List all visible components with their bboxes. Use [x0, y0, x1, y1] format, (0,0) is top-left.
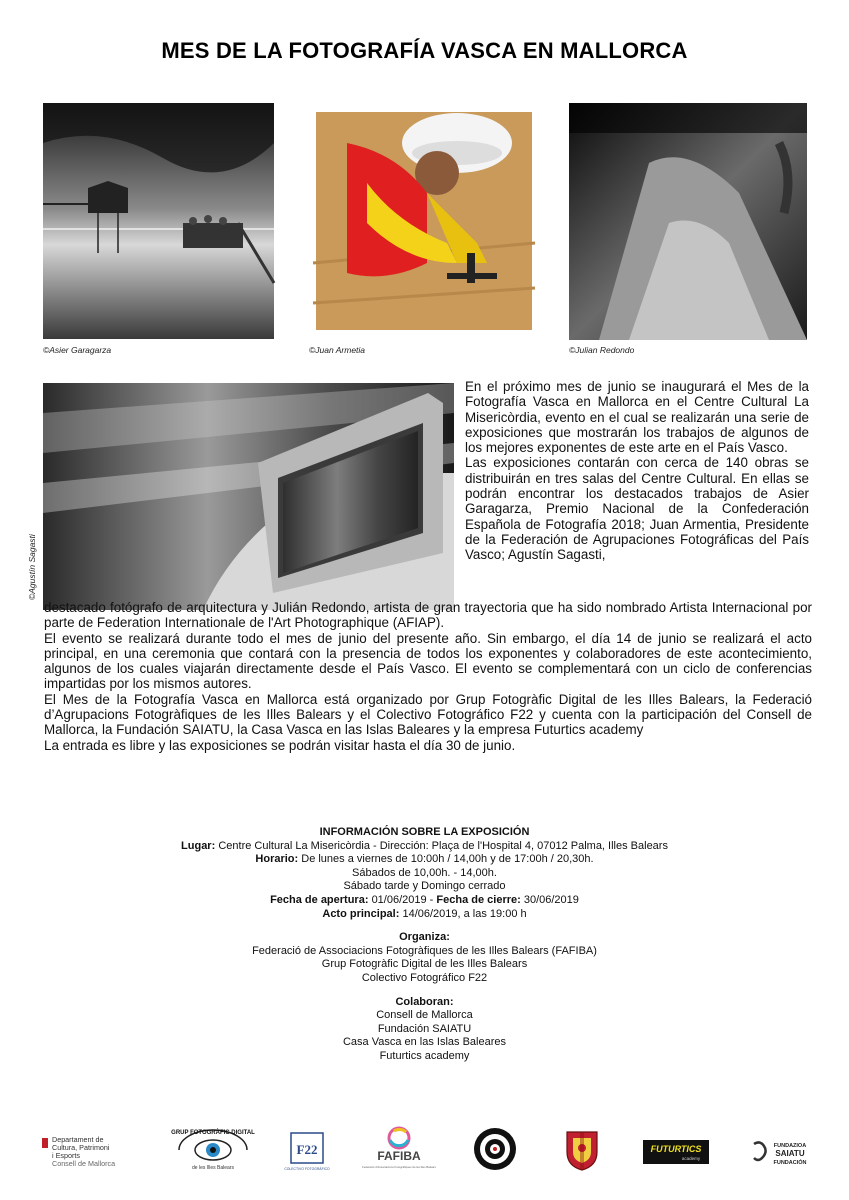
- logo-fafiba: [362, 1126, 436, 1176]
- logo-saiatu: [752, 1138, 812, 1188]
- photo-credit-4: ©Agustín Sagasti: [27, 534, 37, 600]
- photo-abstract: [569, 103, 807, 340]
- info-cerrado: Sábado tarde y Domingo cerrado: [343, 880, 506, 893]
- colaboran-item: Consell de Mallorca: [376, 1009, 473, 1022]
- photo-seascape: [43, 103, 274, 339]
- info-lugar: Lugar: Centre Cultural La Misericòrdia - Dirección: Plaça de l'Hospital 4, 07012 Palma, Illes Balears: [181, 839, 668, 852]
- info-heading: INFORMACIÓN SOBRE LA EXPOSICIÓN: [319, 826, 530, 838]
- info-fechas: Fecha de apertura: 01/06/2019 - Fecha de cierre: 30/06/2019: [270, 893, 579, 906]
- organiza-item: Colectivo Fotográfico F22: [361, 971, 488, 984]
- svg-text:de les Illes Balears: de les Illes Balears: [192, 1165, 234, 1171]
- svg-text:Federació d'Associacions Fotog: Federació d'Associacions Fotogràfiques de les Illes Balears: [362, 1165, 436, 1169]
- exhibition-info: [0, 826, 849, 1064]
- info-horario: Horario: De lunes a viernes de 10:00h / 14,00h y de 17:00h / 20,30h.: [255, 853, 594, 866]
- body-text-full: [44, 600, 812, 753]
- paragraph-5: La entrada es libre y las exposiciones se podrán visitar hasta el día 30 de junio.: [44, 737, 516, 753]
- svg-text:FAFIBA: FAFIBA: [377, 1149, 421, 1163]
- svg-text:GRUP FOTOGRÀFIC DIGITAL: GRUP FOTOGRÀFIC DIGITAL: [171, 1130, 255, 1136]
- logo-futurtics: [643, 1140, 709, 1190]
- info-sabados: Sábados de 10,00h. - 14,00h.: [352, 866, 497, 879]
- paragraph-4: El Mes de la Fotografía Vasca en Mallorca está organizado por Grup Fotogràfic Digital de les Illes Balears, la Federació d’Agrupacions Fotogràfiques de les Illes Balears y el Colectivo Fotográfico F22 y cuenta con la participación del Consell de Mallorca, la Fundación SAIATU, la Casa Vasca en las Islas Baleares y la empresa Futurtics academy: [44, 691, 812, 738]
- svg-text:FUNDACIÓN: FUNDACIÓN: [773, 1160, 807, 1166]
- photo-architecture: [43, 383, 454, 610]
- sponsor-logos: [0, 1126, 849, 1176]
- logo-consell-mallorca: Departament de Cultura, Patrimoni i Esports Consell de Mallorca: [42, 1136, 137, 1186]
- colaboran-heading: Colaboran:: [395, 995, 454, 1008]
- organiza-item: Grup Fotogràfic Digital de les Illes Balears: [321, 958, 528, 971]
- photo-cyclist: [307, 103, 541, 339]
- svg-text:academy: academy: [681, 1156, 701, 1161]
- paragraph-2b: destacado fotógrafo de arquitectura y Julián Redondo, artista de gran trayectoria que ha sido nombrado Artista Internacional por parte de Federation Internationale de l'Art Photographique (AFIAP).: [44, 600, 812, 631]
- svg-text:FUTURTICS: FUTURTICS: [650, 1144, 702, 1154]
- colaboran-item: Futurtics academy: [379, 1049, 470, 1062]
- crest-icon: [563, 1128, 601, 1178]
- svg-text:FUNDAZIOA: FUNDAZIOA: [773, 1143, 807, 1149]
- svg-text:COLECTIVO FOTOGRÁFICO: COLECTIVO FOTOGRÁFICO: [284, 1167, 330, 1171]
- logo-f22: [284, 1132, 330, 1182]
- photo-credit-2: ©Juan Armetia: [309, 345, 366, 355]
- info-acto: Acto principal: 14/06/2019, a las 19:00 h: [322, 907, 527, 920]
- organiza-heading: Organiza:: [399, 931, 450, 944]
- colaboran-item: Casa Vasca en las Islas Baleares: [342, 1036, 507, 1049]
- intro-text-wrapped: [465, 379, 809, 563]
- logo-grup-fotografic: [173, 1126, 253, 1176]
- camera-aperture-icon: [472, 1126, 518, 1176]
- svg-text:F22: F22: [296, 1142, 318, 1157]
- page-title: MES DE LA FOTOGRAFÍA VASCA EN MALLORCA: [161, 38, 688, 63]
- paragraph-3: El evento se realizará durante todo el mes de junio del presente año. Sin embargo, el día 14 de junio se realizará el acto principal, en una ceremonia que contará con la presencia de todos los exponentes y colaboradores de este acontecimiento, algunos de los cuales viajarán directamente desde el País Vasco. El evento se complementará con un ciclo de conferencias impartidas por los mismos autores.: [44, 630, 812, 692]
- svg-text:SAIATU: SAIATU: [775, 1149, 805, 1158]
- colaboran-item: Fundación SAIATU: [377, 1022, 472, 1035]
- paragraph-1: En el próximo mes de junio se inaugurará el Mes de la Fotografía Vasca en Mallorca en el Centre Cultural La Misericòrdia, evento en el cual se realizarán una serie de exposiciones que mostrarán los trabajos de algunos de los mejores exponentes de este arte en el País Vasco.: [465, 379, 809, 456]
- photo-credit-3: ©Julian Redondo: [569, 345, 635, 355]
- organiza-item: Federació de Associacions Fotogràfiques de les Illes Balears (FAFIBA): [252, 944, 597, 957]
- paragraph-2a: Las exposiciones contarán con cerca de 140 obras se distribuirán en tres salas del Centre Cultural. En ellas se podrán encontrar los destacados trabajos de Asier Garagarza, Premio Nacional de la Confederación Española de Fotografía 2018; Juan Armentia, Presidente de la Federación de Agrupaciones Fotográficas del País Vasco; Agustín Sagasti,: [465, 455, 809, 563]
- photo-credit-1: ©Asier Garagarza: [43, 345, 112, 355]
